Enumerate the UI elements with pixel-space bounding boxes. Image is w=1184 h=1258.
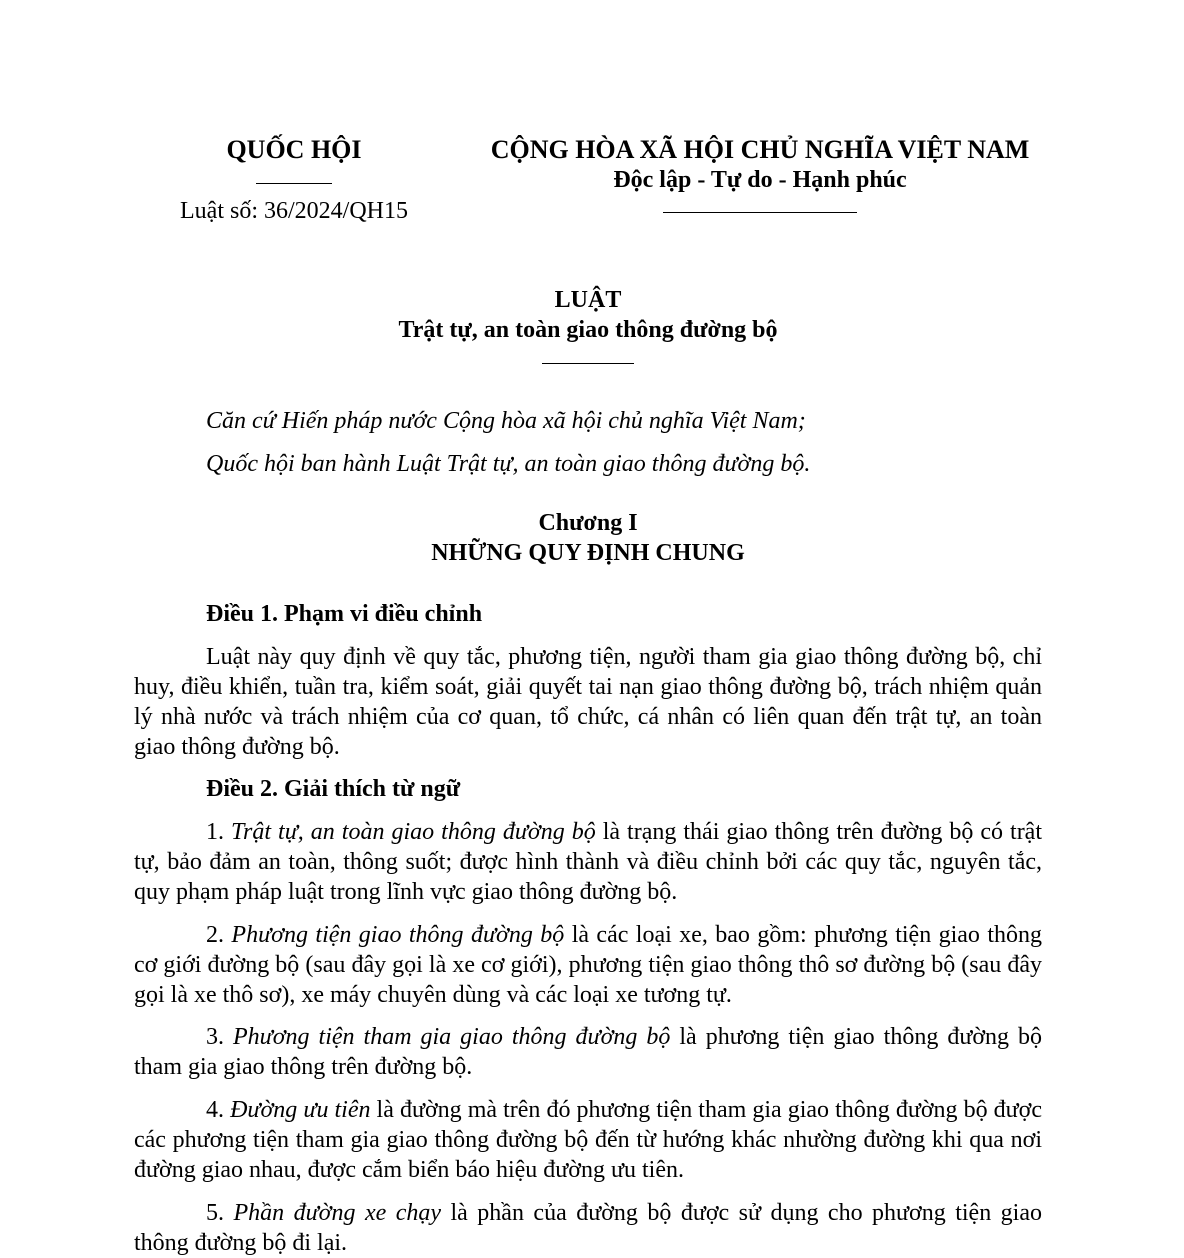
title-underline <box>542 363 634 364</box>
item-definition: là phần của đường bộ được sử dụng cho phương tiện giao thông đường bộ đi lại. <box>134 1200 1042 1256</box>
national-motto: Độc lập - Tự do - Hạnh phúc <box>613 167 907 193</box>
country-title: CỘNG HÒA XÃ HỘI CHỦ NGHĨA VIỆT NAM <box>490 135 1030 164</box>
article-2-item-1 <box>134 817 1042 907</box>
document-type-title: LUẬT <box>554 287 622 313</box>
item-number: 2. <box>206 922 232 948</box>
law-subtitle: Trật tự, an toàn giao thông đường bộ <box>398 317 778 343</box>
chapter-name: NHỮNG QUY ĐỊNH CHUNG <box>431 540 745 566</box>
article-1-text <box>134 642 1042 762</box>
item-number: 5. <box>206 1200 234 1226</box>
item-number: 3. <box>206 1024 233 1050</box>
item-number: 4. <box>206 1097 231 1123</box>
item-definition: là phương tiện giao thông đường bộ tham gia giao thông trên đường bộ. <box>134 1024 1043 1080</box>
defined-term: Đường ưu tiên <box>230 1097 371 1123</box>
article-2-heading: Điều 2. Giải thích từ ngữ <box>206 776 461 802</box>
item-definition: là đường mà trên đó phương tiện tham gia giao thông đường bộ được các phương tiện tham gia giao thông đường bộ đến từ hướng khác nhường đường khi qua nơi đường giao nhau, được cắm biển báo hiệu đường ưu tiên. <box>134 1097 1043 1183</box>
article-2-item-4 <box>134 1095 1042 1185</box>
law-number: Luật số: 36/2024/QH15 <box>180 198 408 224</box>
defined-term: Phần đường xe chạy <box>233 1200 442 1226</box>
defined-term: Phương tiện giao thông đường bộ <box>231 922 565 948</box>
preamble-line-2: Quốc hội ban hành Luật Trật tự, an toàn giao thông đường bộ. <box>206 451 811 477</box>
item-definition: là các loại xe, bao gồm: phương tiện giao thông cơ giới đường bộ (sau đây gọi là xe cơ giới), phương tiện giao thông thô sơ đường bộ (sau đây gọi là xe thô sơ), xe máy chuyên dùng và các loại xe tương tự. <box>134 922 1043 1008</box>
chapter-number: Chương I <box>538 510 638 536</box>
article-2-item-3 <box>134 1022 1042 1082</box>
article-2-item-5 <box>134 1198 1042 1258</box>
issuing-body-underline <box>256 183 332 184</box>
article-2-item-2 <box>134 920 1042 1010</box>
defined-term: Phương tiện tham gia giao thông đường bộ <box>233 1024 671 1050</box>
preamble-line-1: Căn cứ Hiến pháp nước Cộng hòa xã hội chủ nghĩa Việt Nam; <box>206 408 806 434</box>
article-1-heading: Điều 1. Phạm vi điều chỉnh <box>206 601 483 627</box>
issuing-body: QUỐC HỘI <box>226 135 362 164</box>
item-definition: là trạng thái giao thông trên đường bộ có trật tự, bảo đảm an toàn, thông suốt; được hình thành và điều chỉnh bởi các quy tắc, nguyên tắc, quy phạm pháp luật trong lĩnh vực giao thông đường bộ. <box>134 819 1043 905</box>
defined-term: Trật tự, an toàn giao thông đường bộ <box>231 819 596 845</box>
item-number: 1. <box>206 819 232 845</box>
motto-underline <box>663 212 857 213</box>
article-1-body: Luật này quy định về quy tắc, phương tiện, người tham gia giao thông đường bộ, chỉ huy, điều khiển, tuần tra, kiểm soát, giải quyết tai nạn giao thông đường bộ, trách nhiệm quản lý nhà nước và trách nhiệm của cơ quan, tổ chức, cá nhân có liên quan đến trật tự, an toàn giao thông đường bộ. <box>134 644 1042 760</box>
